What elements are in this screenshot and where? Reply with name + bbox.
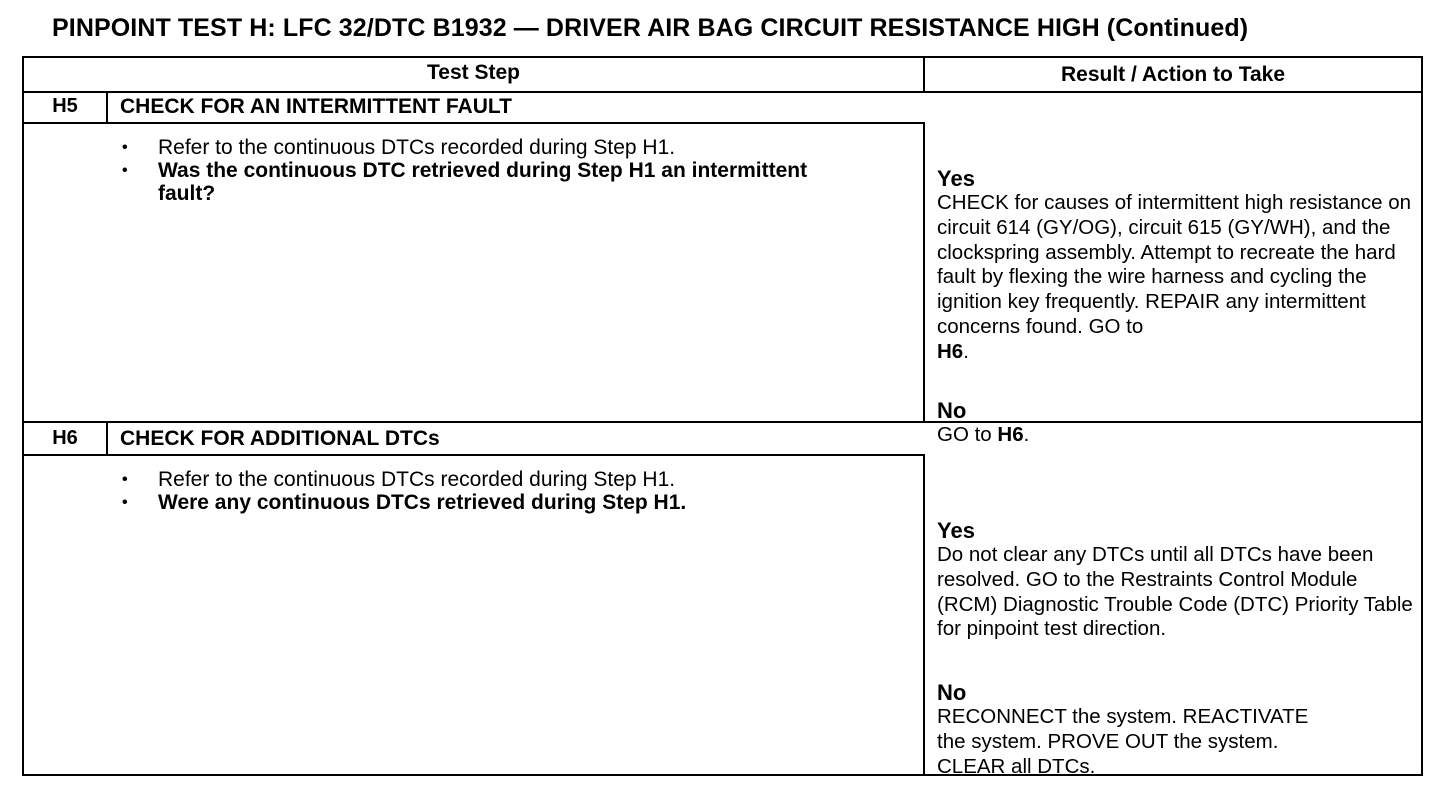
yes-action: CHECK for causes of intermittent high resistance on circuit 614 (GY/OG), circuit 615 (GY/WH), and the clockspring assembly. Attempt to recreate the hard fault by flexing the wire harness and cycling the ignition key frequently. REPAIR any intermittent concerns found. GO to H6. [937,191,1411,363]
bullet-icon: • [122,139,128,156]
step-bullets [118,136,838,205]
result-yes [937,167,1417,365]
step-title: CHECK FOR ADDITIONAL DTCs [120,427,440,450]
step-row [24,91,925,124]
no-action: GO to H6. [937,423,1030,446]
title-part1: PINPOINT TEST [52,14,243,42]
bullet-item-question [118,491,838,514]
no-action-line: the system. PROVE OUT the system. [937,729,1279,753]
result-yes [937,519,1417,642]
table-header [24,58,1421,93]
step-block-h6 [24,423,1421,778]
page-title [52,14,1248,43]
yes-label: Yes [937,518,975,543]
step-body [24,456,925,774]
step-id: H5 [24,91,108,122]
yes-action-text: Do not clear any DTCs until all DTCs have been resolved. GO to the Restraints Control Module (RCM) Diagnostic Trouble Code (DTC) Priority Table for pinpoint test direction. [937,543,1413,641]
step-title: CHECK FOR AN INTERMITTENT FAULT [120,95,512,118]
no-action [937,705,1417,779]
pinpoint-test-table [22,56,1423,776]
bullet-text: Was the continuous DTC retrieved during Step H1 an intermittent fault? [158,159,808,205]
no-action-line: CLEAR all DTCs. [937,754,1096,778]
goto-step-link: H6 [997,423,1024,446]
step-body [24,124,925,421]
bullet-icon: • [122,471,128,488]
yes-action-text: CHECK for causes of intermittent high resistance on circuit 614 (GY/OG), circuit 615 (GY/WH), and the clockspring assembly. Attempt to recreate the hard fault by flexing the wire harness and cycling the ignition key frequently. REPAIR any intermittent concerns found. GO to [937,191,1411,338]
bullet-icon: • [122,162,128,179]
no-label: No [937,398,967,423]
header-test-step: Test Step [24,58,925,91]
step-bullets [118,468,838,514]
no-action-text: GO to [937,423,992,446]
bullet-icon: • [122,494,128,511]
title-part2: H: LFC 32/DTC B1932 — DRIVER AIR BAG CIRCUIT RESISTANCE HIGH (Continued) [249,14,1249,42]
bullet-item-question [118,159,838,205]
result-no [937,681,1417,779]
bullet-text: Were any continuous DTCs retrieved during Step H1. [158,491,687,514]
no-label: No [937,680,967,705]
step-row [24,423,925,456]
bullet-item [118,136,838,159]
bullet-item [118,468,838,491]
step-id: H6 [24,423,108,454]
no-action-line: RECONNECT the system. REACTIVATE [937,705,1309,728]
bullet-text: Refer to the continuous DTCs recorded during Step H1. [158,468,676,491]
yes-label: Yes [937,166,975,191]
bullet-text: Refer to the continuous DTCs recorded during Step H1. [158,136,676,159]
goto-step-link: H6 [937,339,964,363]
header-result: Result / Action to Take [1060,63,1286,86]
